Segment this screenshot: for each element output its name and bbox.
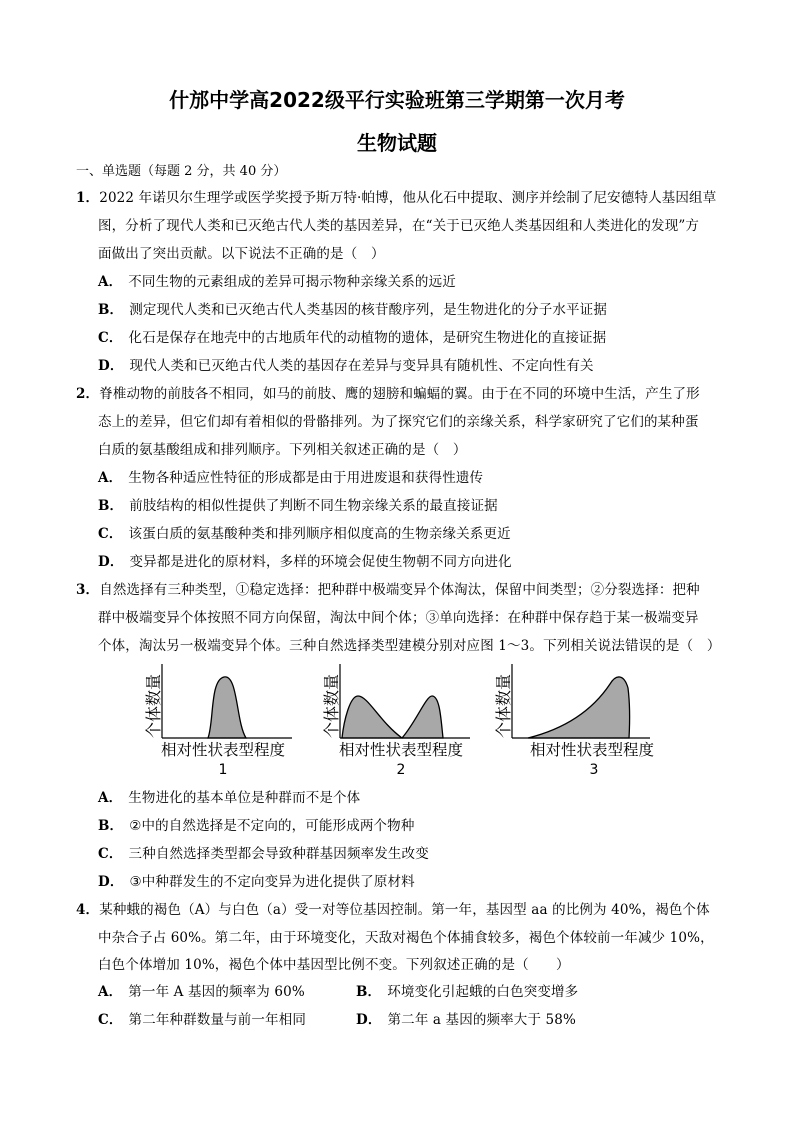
question-1-option-a[interactable]: A． 不同生物的元素组成的差异可揭示物种亲缘关系的远近 [98,274,456,290]
question-3-line-2: 群中极端变异个体按照不同方向保留，淘汰中间个体；③单向选择：在种群中保存趋于某一极端变异 [98,610,699,626]
figure-1-xlabel: 相对性状表型程度 [160,741,286,759]
question-number: 1． [76,190,100,206]
question-4-option-a[interactable]: A． 第一年 A 基因的频率为 60% [98,984,305,1000]
page-subtitle: 生物试题 [357,131,437,155]
question-4-option-c[interactable]: C． 第二年种群数量与前一年相同 [98,1012,306,1028]
figure-3-distribution [528,677,630,738]
question-2-line-1: 2．脊椎动物的前肢各不相同，如马的前肢、鹰的翅膀和蝙蝠的翼。由于在不同的环境中生活，产生了形 [76,386,700,402]
figure-1-caption: 1 [218,762,228,778]
section-heading: 一、单选题（每题 2 分，共 40 分） [76,164,287,179]
question-number: 2． [76,386,100,402]
question-3-line-1: 3．自然选择有三种类型，①稳定选择：把种群中极端变异个体淘汰，保留中间类型；②分裂选择：把种 [76,582,700,598]
question-2-option-a[interactable]: A． 生物各种适应性特征的形成都是由于用进废退和获得性遗传 [98,470,484,486]
question-1-line-2: 图，分析了现代人类和已灭绝古代人类的基因差异，在“关于已灭绝人类基因组和人类进化的发现”方 [98,218,700,234]
question-2-line-3: 白质的氨基酸组成和排列顺序。下列相关叙述正确的是（ ） [98,442,467,458]
question-1-option-b[interactable]: B． 测定现代人类和已灭绝古代人类基因的核苷酸序列，是生物进化的分子水平证据 [98,302,607,318]
question-3-option-a[interactable]: A． 生物进化的基本单位是种群而不是个体 [98,790,361,806]
question-3-line-3: 个体，淘汰另一极端变异个体。三种自然选择类型建模分别对应图 1～3。下列相关说法错误的是（ ） [98,638,721,654]
figure-2-distribution [342,696,443,738]
figure-2-disruptive-selection [318,658,488,778]
question-3-option-c[interactable]: C． 三种自然选择类型都会导致种群基因频率发生改变 [98,846,429,862]
figure-3-directional-selection [490,658,665,778]
figure-3-xlabel: 相对性状表型程度 [529,741,655,759]
question-4-option-d[interactable]: D． 第二年 a 基因的频率大于 58% [356,1012,576,1028]
question-2-option-c[interactable]: C． 该蛋白质的氨基酸种类和排列顺序相似度高的生物亲缘关系更近 [98,526,511,542]
figure-1-stabilizing-selection [140,658,310,778]
question-2-option-d[interactable]: D． 变异都是进化的原材料，多样的环境会促使生物朝不同方向进化 [98,554,512,570]
question-4-line-2: 中杂合子占 60%。第二年，由于环境变化，天敌对褐色个体捕食较多，褐色个体较前一年减少 10%， [98,930,714,946]
page-title: 什邡中学高2022级平行实验班第三学期第一次月考 [169,88,625,112]
figure-1-distribution [208,677,246,738]
question-1-option-d[interactable]: D． 现代人类和已灭绝古代人类的基因存在差异与变异具有随机性、不定向性有关 [98,358,594,374]
question-3-option-d[interactable]: D． ③中种群发生的不定向变异为进化提供了原材料 [98,874,415,890]
question-1-line-1: 1．2022 年诺贝尔生理学或医学奖授予斯万特·帕博，他从化石中提取、测序并绘制了尼安德特人基因组草 [76,190,717,206]
question-2-line-2: 态上的差异，但它们却有着相似的骨骼排列。为了探究它们的亲缘关系，科学家研究了它们的某种蛋 [98,414,699,430]
question-4-line-3: 白色个体增加 10%，褐色个体中基因型比例不变。下列叙述正确的是（ ） [98,957,570,973]
question-2-option-b[interactable]: B． 前肢结构的相似性提供了判断不同生物亲缘关系的最直接证据 [98,498,498,514]
question-number: 3． [76,582,100,598]
question-4-line-1: 4．某种蛾的褐色（A）与白色（a）受一对等位基因控制。第一年，基因型 aa 的比例为 40%，褐色个体 [76,902,710,918]
figure-2-ylabel: 个体数量 [322,673,341,739]
figure-2-caption: 2 [396,762,406,778]
question-1-line-3: 面做出了突出贡献。以下说法不正确的是（ ） [98,246,385,262]
question-4-option-b[interactable]: B． 环境变化引起蛾的白色突变增多 [356,984,579,1000]
figure-3-caption: 3 [589,762,599,778]
question-number: 4． [76,902,100,918]
figure-3-ylabel: 个体数量 [494,673,513,739]
figure-1-ylabel: 个体数量 [144,673,163,739]
question-1-option-c[interactable]: C． 化石是保存在地壳中的古地质年代的动植物的遗体，是研究生物进化的直接证据 [98,330,607,346]
question-3-option-b[interactable]: B． ②中的自然选择是不定向的，可能形成两个物种 [98,818,415,834]
figure-2-xlabel: 相对性状表型程度 [338,741,464,759]
